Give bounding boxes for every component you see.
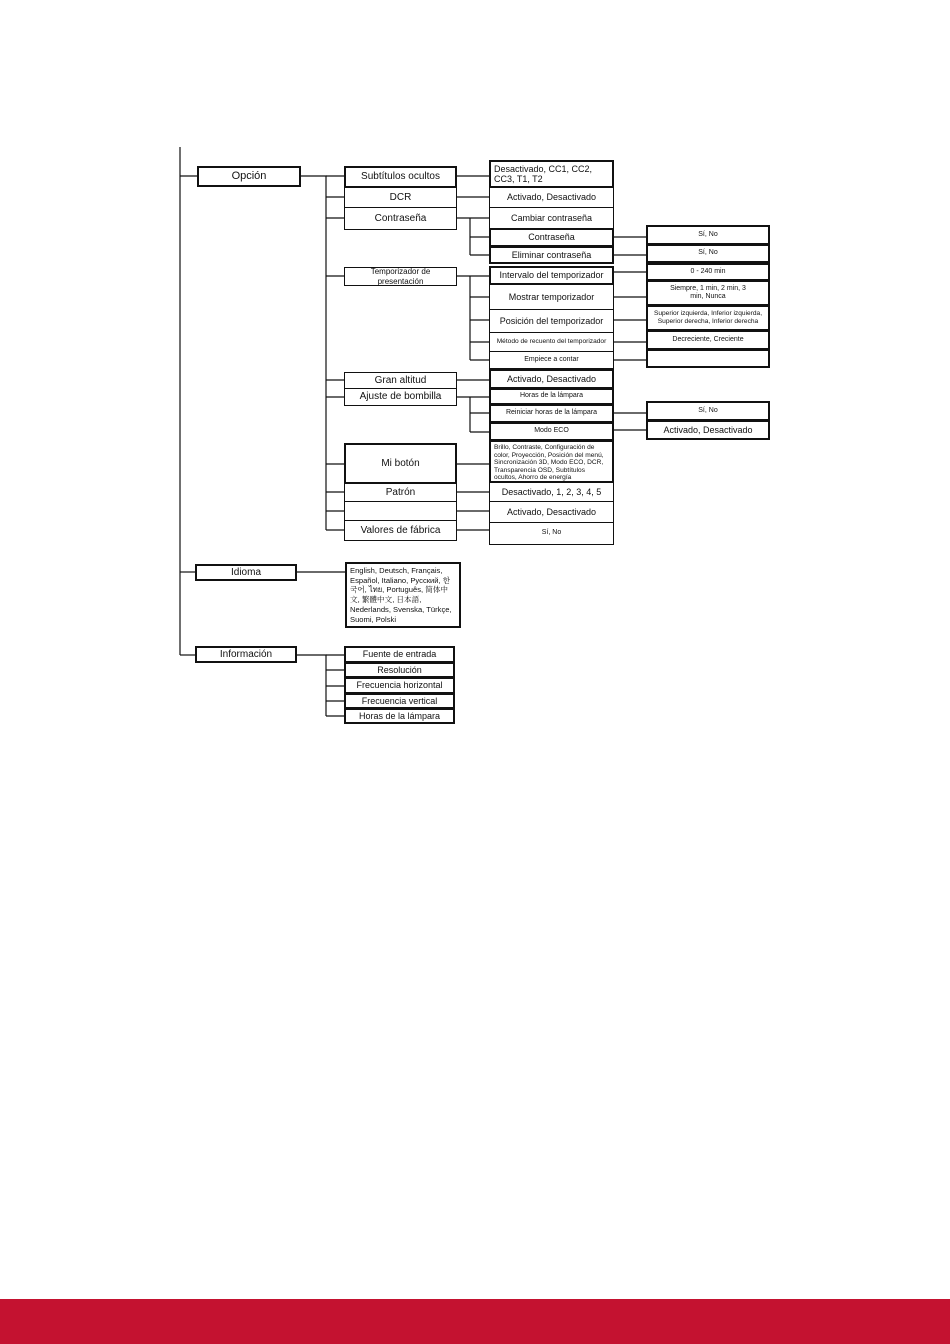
item-mi-boton[interactable]: Mi botón	[344, 443, 457, 484]
value-eliminar-contrasena[interactable]: Sí, No	[646, 244, 770, 263]
value-blank[interactable]: Activado, Desactivado	[489, 501, 614, 523]
info-item[interactable]: Frecuencia vertical	[344, 693, 455, 709]
value-contrasena[interactable]: Sí, No	[646, 225, 770, 245]
item-posicion-temporizador[interactable]: Posición del temporizador	[489, 309, 614, 333]
value-metodo[interactable]: Decreciente, Creciente	[646, 330, 770, 350]
item-gran-altitud[interactable]: Gran altitud	[344, 372, 457, 389]
value-fabrica[interactable]: Sí, No	[489, 522, 614, 545]
footer-bar	[0, 1299, 950, 1344]
item-empiece-contar[interactable]: Empiece a contar	[489, 351, 614, 369]
item-cambiar-contrasena[interactable]: Cambiar contraseña	[489, 207, 614, 229]
value-subtitulos[interactable]: Desactivado, CC1, CC2, CC3, T1, T2	[489, 160, 614, 188]
item-mostrar-temporizador[interactable]: Mostrar temporizador	[489, 284, 614, 310]
info-item[interactable]: Frecuencia horizontal	[344, 677, 455, 694]
item-valores-fabrica[interactable]: Valores de fábrica	[344, 520, 457, 541]
value-gran-altitud[interactable]: Activado, Desactivado	[489, 369, 614, 389]
item-temporizador-presentacion[interactable]: Temporizador de presentación	[344, 267, 457, 286]
value-dcr[interactable]: Activado, Desactivado	[489, 187, 614, 208]
value-modo-eco[interactable]: Activado, Desactivado	[646, 420, 770, 440]
item-metodo-recuento[interactable]: Método de recuento del temporizador	[489, 332, 614, 352]
value-mi-boton[interactable]: Brillo, Contraste, Configuración de color, Proyección, Posición del menú, Sincronización 3D, Modo ECO, DCR, Transparencia OSD, Subtítulos ocultos, Ahorro de energía	[489, 440, 614, 483]
item-subtitulos-ocultos[interactable]: Subtítulos ocultos	[344, 166, 457, 188]
item-ajuste-bombilla[interactable]: Ajuste de bombilla	[344, 388, 457, 406]
info-item[interactable]: Resolución	[344, 662, 455, 678]
value-idioma[interactable]: English, Deutsch, Français, Español, Italiano, Русский, 한국어, ไทย, Português, 简体中文, 繁體中文, 日本語, Nederlands, Svenska, Türkçe, Suomi, Polski	[345, 562, 461, 628]
item-dcr[interactable]: DCR	[344, 187, 457, 208]
item-eliminar-contrasena[interactable]: Eliminar contraseña	[489, 246, 614, 264]
info-item[interactable]: Horas de la lámpara	[344, 708, 455, 724]
menu-informacion[interactable]: Información	[195, 646, 297, 663]
value-posicion[interactable]: Superior izquierda, Inferior izquierda, Superior derecha, Inferior derecha	[646, 305, 770, 331]
item-patron[interactable]: Patrón	[344, 483, 457, 502]
item-modo-eco[interactable]: Modo ECO	[489, 422, 614, 441]
menu-idioma[interactable]: Idioma	[195, 564, 297, 581]
item-intervalo-temporizador[interactable]: Intervalo del temporizador	[489, 266, 614, 285]
item-reiniciar-horas[interactable]: Reiniciar horas de la lámpara	[489, 404, 614, 423]
value-intervalo[interactable]: 0 - 240 min	[646, 263, 770, 281]
info-item[interactable]: Fuente de entrada	[344, 646, 455, 663]
value-empiece[interactable]	[646, 349, 770, 368]
value-patron[interactable]: Desactivado, 1, 2, 3, 4, 5	[489, 482, 614, 502]
value-mostrar[interactable]: Siempre, 1 min, 2 min, 3 min, Nunca	[646, 280, 770, 306]
item-horas-lampara[interactable]: Horas de la lámpara	[489, 388, 614, 405]
value-reiniciar[interactable]: Sí, No	[646, 401, 770, 421]
item-contrasena-sub[interactable]: Contraseña	[489, 228, 614, 247]
item-blank[interactable]	[344, 501, 457, 521]
item-contrasena[interactable]: Contraseña	[344, 207, 457, 230]
menu-opcion[interactable]: Opción	[197, 166, 301, 187]
